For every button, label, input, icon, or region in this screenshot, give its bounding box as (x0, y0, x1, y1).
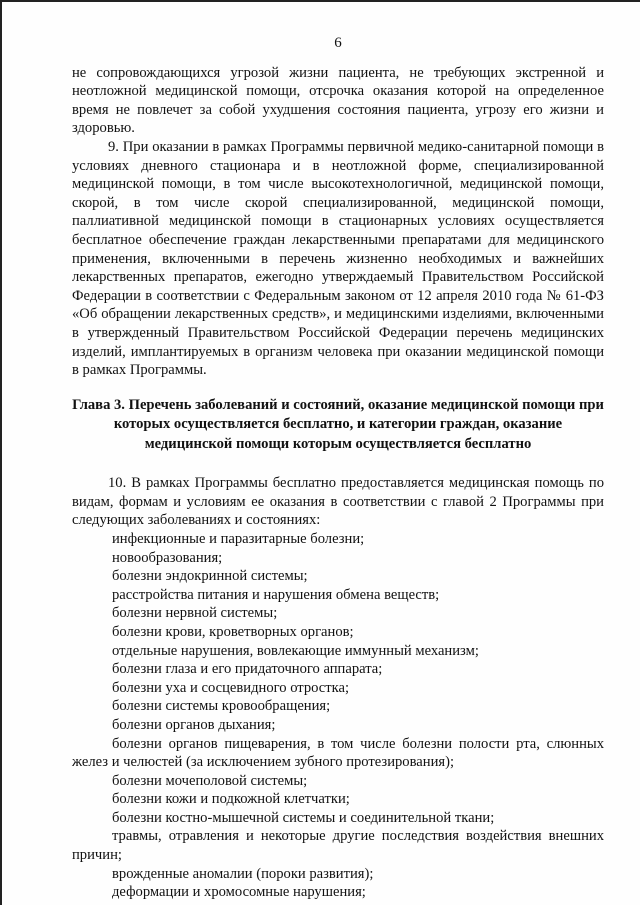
list-item: болезни системы кровообращения; (112, 698, 331, 715)
list-item: отдельные нарушения, вовлекающие иммунный механизм; (112, 642, 479, 659)
conditions-list (72, 530, 604, 902)
paragraph-9: 9. При оказании в рамках Программы первичной медико-санитарной помощи в условиях дневного стационара и в неотложной форме, специализированной медицинской помощи, в том числе высокотехнологичной, медицинской помощи, скорой, в том числе скорой специализированной, медицинской помощи, паллиативной медицинской помощи в стационарных условиях осуществляется бесплатное обеспечение граждан лекарственными препаратами для медицинского применения, включенными в перечень жизненно необходимых и важнейших лекарственных препаратов, ежегодно утверждаемый Правительством Российской Федерации в соответствии с Федеральным законом от 12 апреля 2010 года № 61-ФЗ «Об обращении лекарственных средств», и медицинскими изделиями, включенными в утвержденный Правительством Российской Федерации перечень медицинских изделий, имплантируемых в организм человека при оказании медицинской помощи в рамках Программы. (72, 138, 604, 379)
list-item: болезни крови, кроветворных органов; (112, 623, 354, 640)
chapter-heading: Глава 3. Перечень заболеваний и состояний, оказание медицинской помощи при которых осуществляется бесплатно, и категории граждан, оказание медицинской помощи которым осуществляется бесплатно (72, 396, 604, 452)
list-item: болезни глаза и его придаточного аппарата; (112, 661, 383, 678)
intro-paragraph: не сопровождающихся угрозой жизни пациента, не требующих экстренной и неотложной медицинской помощи, отсрочка оказания которой на определенное время не повлечет за собой ухудшения состояния пациента, угрозу его жизни и здоровью. (72, 64, 604, 137)
list-item: болезни кожи и подкожной клетчатки; (112, 791, 350, 808)
list-item: болезни мочеполовой системы; (112, 772, 308, 789)
list-item: новообразования; (112, 549, 223, 566)
paragraph-10: 10. В рамках Программы бесплатно предоставляется медицинская помощь по видам, формам и условиям ее оказания в соответствии с главой 2 Программы при следующих заболеваниях и состояниях: (72, 475, 604, 529)
list-item: деформации и хромосомные нарушения; (112, 884, 366, 901)
list-item: травмы, отравления и некоторые другие последствия воздействия внешних причин; (72, 828, 604, 864)
page-edge-top (0, 0, 640, 2)
page-edge-left (0, 0, 2, 905)
list-item: болезни органов дыхания; (112, 716, 276, 733)
list-item: болезни костно-мышечной системы и соединительной ткани; (112, 809, 495, 826)
list-item: болезни органов пищеварения, в том числе болезни полости рта, слюнных желез и челюстей (за исключением зубного протезирования); (72, 735, 604, 771)
page-content (72, 34, 604, 902)
list-item: инфекционные и паразитарные болезни; (112, 530, 365, 547)
list-item: болезни нервной системы; (112, 605, 278, 622)
list-item: врожденные аномалии (пороки развития); (112, 865, 374, 882)
list-item: болезни уха и сосцевидного отростка; (112, 679, 350, 696)
page-number: 6 (334, 35, 342, 51)
list-item: расстройства питания и нарушения обмена веществ; (112, 586, 440, 603)
list-item: болезни эндокринной системы; (112, 568, 308, 585)
